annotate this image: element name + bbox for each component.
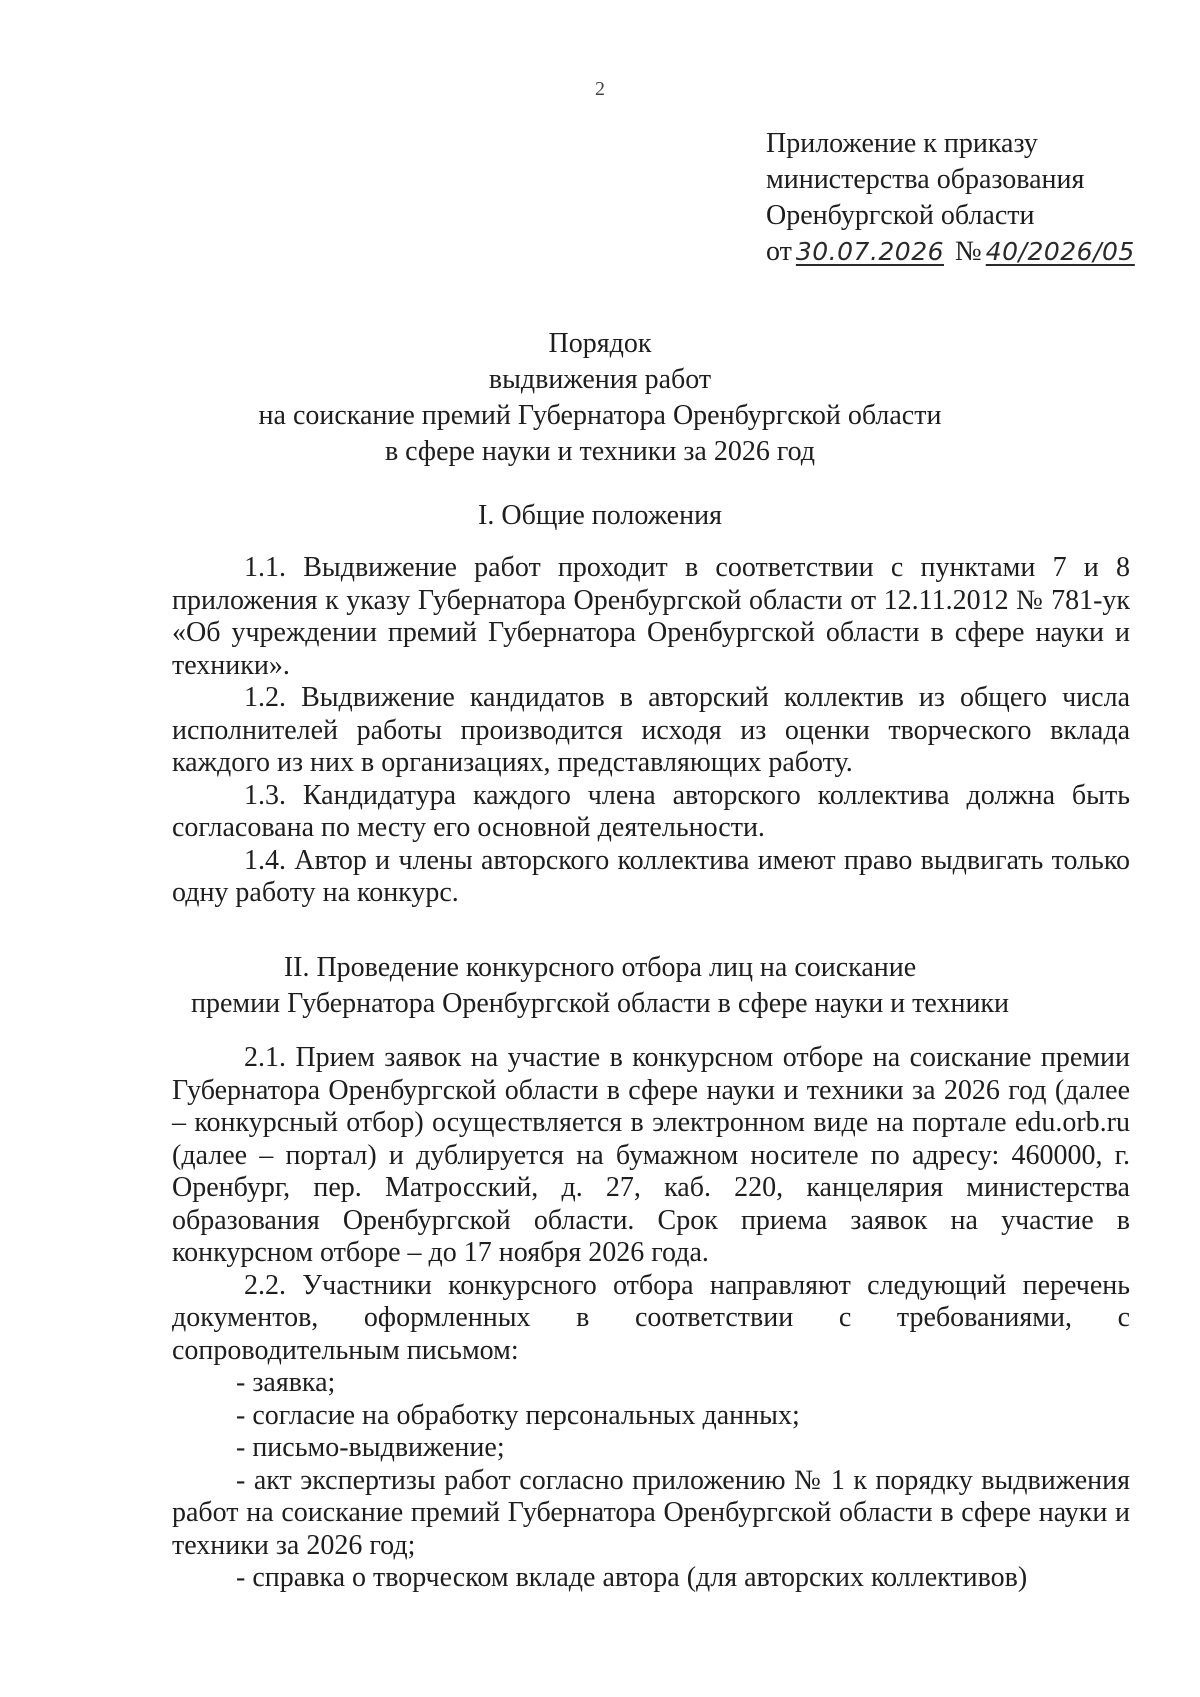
handwritten-number: 40/2026/05 [985, 237, 1135, 266]
number-prefix: № [955, 236, 982, 267]
section-1-body [172, 552, 1130, 910]
section-2-heading-line-1: II. Проведение конкурсного отбора лиц на соискание [283, 952, 917, 983]
list-item-expert-act: - акт экспертизы работ согласно приложению № 1 к порядку выдвижения работ на соискание премий Губернатора Оренбургской области в сфере науки и техники за 2026 год; [172, 1464, 1130, 1561]
appendix-header [766, 126, 1186, 270]
paragraph-1-4: 1.4. Автор и члены авторского коллектива имеют право выдвигать только одну работу на конкурс. [172, 844, 1130, 908]
section-1-heading-text: I. Общие положения [478, 500, 722, 531]
section-2-heading-line-2: премии Губернатора Оренбургской области в сфере науки и техники [190, 988, 1010, 1019]
list-item-consent: - согласие на обработку персональных данных; [236, 1399, 800, 1431]
page-number: 2 [595, 78, 605, 100]
appendix-line-2: министерства образования [766, 164, 1085, 195]
list-item-contribution-note: - справка о творческом вкладе автора (для авторских коллективов) [236, 1562, 1028, 1593]
section-2-heading [0, 950, 1200, 1022]
title-line-4: в сфере науки и техники за 2026 год [384, 436, 816, 467]
list-item-application: - заявка; [236, 1367, 336, 1398]
document-title [0, 326, 1200, 470]
paragraph-1-3: 1.3. Кандидатура каждого члена авторского коллектива должна быть согласована по месту его основной деятельности. [172, 779, 1130, 843]
section-2-body [172, 1042, 1130, 1595]
date-prefix: от [766, 236, 792, 267]
appendix-line-1: Приложение к приказу [766, 128, 1038, 159]
paragraph-2-1: 2.1. Прием заявок на участие в конкурсном отборе на соискание премии Губернатора Оренбургской области в сфере науки и техники за 2026 год (далее – конкурсный отбор) осуществляется в электронном виде на портале edu.orb.ru (далее – портал) и дублируется на бумажном носителе по адресу: 460000, г. Оренбург, пер. Матросский, д. 27, каб. 220, канцелярия министерства образования Оренбургской области. Срок приема заявок на участие в конкурсном отборе – до 17 ноября 2026 года. [172, 1042, 1130, 1268]
handwritten-date: 30.07.2026 [795, 237, 945, 266]
title-line-2: выдвижения работ [488, 364, 712, 395]
appendix-line-3: Оренбургской области [766, 200, 1035, 231]
paragraph-1-2: 1.2. Выдвижение кандидатов в авторский коллектив из общего числа исполнителей работы производится исходя из оценки творческого вклада каждого из них в организациях, представляющих работу. [172, 682, 1130, 778]
paragraph-1-1: 1.1. Выдвижение работ проходит в соответствии с пунктами 7 и 8 приложения к указу Губернатора Оренбургской области от 12.11.2012 № 781-ук «Об учреждении премий Губернатора Оренбургской области в сфере науки и техники». [172, 552, 1130, 681]
section-1-heading [0, 498, 1200, 534]
title-line-3: на соискание премий Губернатора Оренбургской области [258, 400, 942, 431]
title-line-1: Порядок [548, 328, 652, 359]
paragraph-2-2: 2.2. Участники конкурсного отбора направляют следующий перечень документов, оформленных в соответствии с требованиями, с сопроводительным письмом: [172, 1269, 1130, 1366]
list-item-nomination-letter: - письмо-выдвижение; [236, 1432, 505, 1463]
appendix-date-line [766, 234, 1186, 270]
